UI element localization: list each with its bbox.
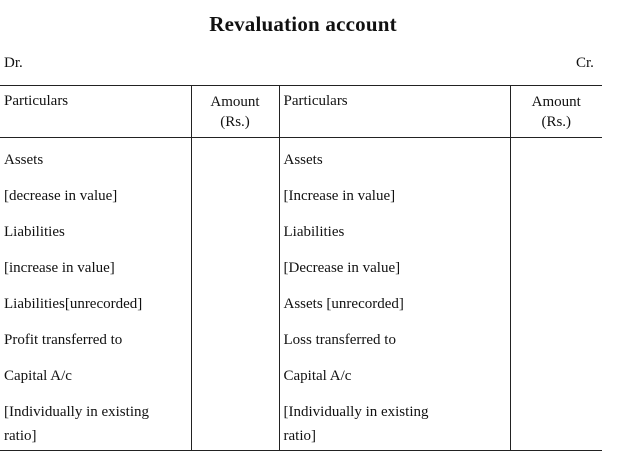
credit-particular: Assets [unrecorded] (279, 286, 510, 322)
credit-amount (510, 358, 602, 394)
debit-amount (191, 250, 279, 286)
credit-amount (510, 138, 602, 179)
debit-particular: [increase in value] (0, 250, 191, 286)
debit-amount (191, 394, 279, 451)
debit-particular-line: ratio] (4, 428, 37, 444)
debit-particular-line: [Individually in existing (4, 404, 149, 420)
credit-particular-line: ratio] (283, 428, 316, 444)
debit-particular: Profit transferred to (0, 322, 191, 358)
debit-particular-multiline (0, 394, 191, 451)
credit-particular: [Increase in value] (279, 178, 510, 214)
debit-label: Dr. (4, 55, 23, 71)
table-row (0, 322, 602, 358)
credit-amount (510, 214, 602, 250)
credit-particulars-header: Particulars (279, 86, 510, 138)
credit-amount (510, 250, 602, 286)
debit-particular: [decrease in value] (0, 178, 191, 214)
credit-particular-multiline (279, 394, 510, 451)
credit-particular: Assets (279, 138, 510, 179)
credit-label: Cr. (576, 55, 594, 71)
revaluation-ledger-table (0, 85, 602, 451)
table-row (0, 138, 602, 179)
credit-amount (510, 394, 602, 451)
table-row (0, 214, 602, 250)
debit-amount (191, 286, 279, 322)
debit-particulars-header: Particulars (0, 86, 191, 138)
credit-particular: Loss transferred to (279, 322, 510, 358)
debit-particular: Assets (0, 138, 191, 179)
debit-amount (191, 178, 279, 214)
credit-particular: Liabilities (279, 214, 510, 250)
debit-amount-header-line1: Amount (210, 94, 260, 110)
debit-amount-header (191, 86, 279, 138)
table-header-row (0, 86, 602, 138)
credit-amount-header-line2: (Rs.) (541, 114, 572, 130)
credit-amount (510, 178, 602, 214)
credit-particular-line: [Individually in existing (283, 404, 429, 420)
debit-particular: Liabilities (0, 214, 191, 250)
credit-amount (510, 322, 602, 358)
page-title: Revaluation account (209, 12, 397, 36)
debit-amount-header-line2: (Rs.) (220, 114, 250, 130)
credit-amount (510, 286, 602, 322)
table-row (0, 250, 602, 286)
debit-particular: Capital A/c (0, 358, 191, 394)
table-row (0, 358, 602, 394)
credit-amount-header-line1: Amount (531, 94, 581, 110)
table-row (0, 178, 602, 214)
debit-amount (191, 358, 279, 394)
table-row (0, 286, 602, 322)
debit-amount (191, 138, 279, 179)
credit-particular: [Decrease in value] (279, 250, 510, 286)
debit-amount (191, 214, 279, 250)
table-row (0, 394, 602, 451)
debit-amount (191, 322, 279, 358)
credit-amount-header (510, 86, 602, 138)
debit-particular: Liabilities[unrecorded] (0, 286, 191, 322)
credit-particular: Capital A/c (279, 358, 510, 394)
